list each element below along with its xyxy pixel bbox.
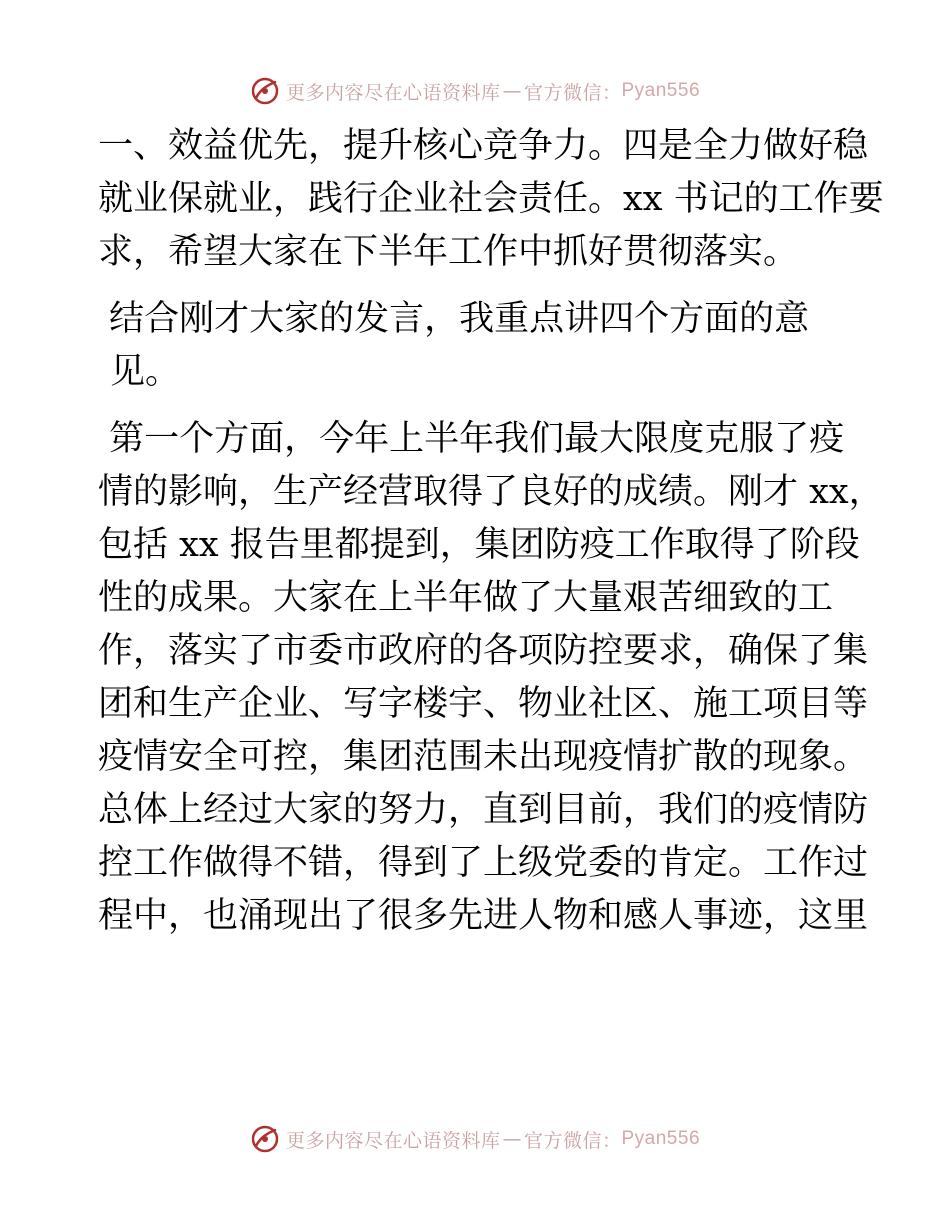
- paragraph-line: 疫情安全可控，集团范围未出现疫情扩散的现象。: [98, 737, 869, 777]
- paragraph-line: 总体上经过大家的努力，直到目前，我们的疫情防: [98, 790, 869, 830]
- document-body: [98, 120, 884, 943]
- paragraph-line: 作，落实了市委市政府的各项防控要求，确保了集: [98, 631, 869, 671]
- paragraph-line: 包括 xx 报告里都提到，集团防疫工作取得了阶段: [98, 525, 860, 565]
- paragraph-line: 求，希望大家在下半年工作中抓好贯彻落实。: [98, 232, 799, 272]
- footer-wechat-id: Pyan556: [621, 1128, 701, 1149]
- footer-banner-text: 更多内容尽在心语资料库: [285, 1129, 501, 1152]
- paragraph-3: [98, 413, 884, 943]
- paragraph-line: 控工作做得不错，得到了上级党委的肯定。工作过: [98, 843, 869, 883]
- footer-wechat-label: 官方微信：: [523, 1129, 622, 1152]
- paragraph-line: 就业保就业，践行企业社会责任。xx 书记的工作要: [98, 179, 884, 219]
- brand-logo-icon: [250, 1124, 280, 1154]
- paragraph-line: 第一个方面，今年上半年我们最大限度克服了疫: [98, 419, 845, 459]
- paragraph-line: 性的成果。大家在上半年做了大量艰苦细致的工: [98, 578, 834, 618]
- paragraph-line: 一、效益优先，提升核心竞争力。四是全力做好稳: [98, 126, 869, 166]
- paragraph-1: [98, 120, 884, 279]
- brand-logo-icon: [250, 76, 280, 106]
- paragraph-line: 见。: [110, 352, 181, 392]
- header-wechat-label: 官方微信：: [523, 81, 622, 104]
- header-banner-dash: —: [502, 80, 522, 102]
- footer-banner-dash: —: [502, 1128, 522, 1150]
- paragraph-line: 情的影响，生产经营取得了良好的成绩。刚才 xx，: [98, 472, 884, 512]
- header-banner: [0, 71, 950, 111]
- paragraph-2: [98, 293, 858, 399]
- header-wechat-id: Pyan556: [621, 80, 701, 101]
- footer-banner: [0, 1119, 950, 1159]
- paragraph-line: 团和生产企业、写字楼宇、物业社区、施工项目等: [98, 684, 869, 724]
- paragraph-line: 程中，也涌现出了很多先进人物和感人事迹，这里: [98, 896, 869, 936]
- paragraph-line: 结合刚才大家的发言，我重点讲四个方面的意: [98, 299, 810, 339]
- header-banner-text: 更多内容尽在心语资料库: [285, 81, 501, 104]
